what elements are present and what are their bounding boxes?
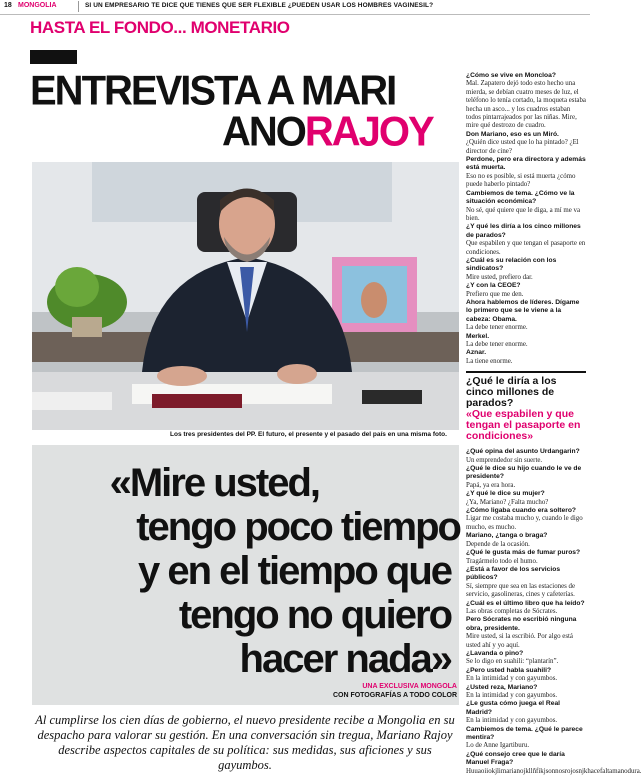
answer: Las obras completas de Sócrates.: [466, 607, 558, 615]
question: Cambiemos de tema. ¿Qué le parece mentira?: [466, 725, 583, 742]
quote-line-4: tengo no quiero: [178, 593, 451, 637]
question: ¿Pero usted habla suahili?: [466, 666, 552, 674]
answer: Ligar me costaba mucho y, cuando le digo mucho, es mucho.: [466, 515, 583, 531]
headline-line-2: [222, 108, 433, 156]
question: ¿Le gusta cómo juega el Real Madrid?: [466, 700, 561, 716]
question: ¿Qué opina del asunto Urdangarin?: [466, 448, 580, 456]
answer: Mire usted, prefiero dar.: [466, 273, 533, 281]
quote-line-5: hacer nada»: [239, 637, 451, 681]
interview-column: [466, 72, 641, 776]
question: ¿Qué consejo cree que le daría Manuel Fraga?: [466, 750, 565, 767]
teaser-text: SI UN EMPRESARIO TE DICE QUE TIENES QUE SER FLEXIBLE ¿PUEDEN USAR LOS HOMBRES VAGINESIL?: [85, 2, 434, 9]
question: Merkel.: [466, 332, 490, 340]
answer: En la intimidad y con gayumbos.: [466, 717, 558, 725]
quote-block: [32, 445, 459, 705]
answer: La debe tener enorme.: [466, 324, 528, 332]
top-strip: [0, 0, 590, 15]
answer: Papá, ya era hora.: [466, 481, 516, 489]
question: Cambiemos de tema. ¿Cómo ve la situación económica?: [466, 189, 575, 206]
question: ¿Cuál es su relación con los sindicatos?: [466, 256, 557, 273]
decor-bar: [30, 50, 77, 64]
interview-photo: [32, 162, 459, 430]
answer: Se lo digo en suahili: “plantarín”.: [466, 658, 559, 666]
quote-line-1: «Mire usted,: [109, 461, 319, 505]
question: ¿Cómo ligaba cuando era soltero?: [466, 507, 576, 515]
answer: Un emprendedor sin suerte.: [466, 456, 543, 464]
photo-illustration: [32, 162, 459, 430]
question: ¿Lavanda o pino?: [466, 649, 524, 657]
question: Aznar.: [466, 349, 487, 357]
page-number: 18: [4, 2, 12, 9]
headline-black-part: ANO: [222, 108, 305, 156]
answer: Mire usted, si la escribió. Por algo está usted ahí y yo aquí.: [466, 633, 573, 649]
answer: Depende de la ocasión.: [466, 540, 530, 548]
quote-line-2: tengo poco tiempo: [136, 505, 460, 549]
exclusive-label: UNA EXCLUSIVA MONGOLA: [362, 683, 457, 690]
question: ¿Está a favor de los servicios públicos?: [466, 565, 561, 582]
headline-pink-part: RAJOY: [304, 108, 433, 156]
intro-paragraph: Al cumplirse los cien días de gobierno, el nuevo presidente recibe a Mongolia en su despacho para valorar su gestión. En una conversación sin tregua, Mariano Rajoy describe aspectos capitales de su política: sus medidas, sus aficiones y sus gayumbos.: [35, 713, 455, 772]
answer: Que espabilen y que tengan el pasaporte en condiciones.: [466, 240, 586, 256]
question: Mariano, ¿tanga o braga?: [466, 532, 548, 540]
question: ¿Y qué les diría a los cinco millones de parados?: [466, 223, 581, 239]
pull-quote-question: ¿Qué le diría a los cinco millones de parados?: [466, 375, 557, 410]
divider: [78, 1, 79, 12]
answer: Prefiero que me den.: [466, 290, 524, 298]
quote-line-3: y en el tiempo que: [138, 549, 451, 593]
question: Ahora hablemos de líderes. Dígame lo primero que se le viene a la cabeza: Obama.: [466, 298, 580, 323]
question: ¿Cuál es el último libro que ha leído?: [466, 599, 585, 607]
answer: ¿Ya, Mariano? ¿Falta mucho?: [466, 498, 549, 506]
answer: Tragármelo todo el humo.: [466, 557, 538, 565]
question: ¿Qué le dice su hijo cuando le ve de presidente?: [466, 465, 582, 481]
answer: Mal. Zapatero dejó todo esto hecho una mierda, se debían cuatro meses de luz, el teléfono lo tenía cortado, la moqueta estaba hecha un asco... y los cuadros estaban todos pintarrajeados por las niñas. Mire, mire qué destrozo de cuadro.: [466, 80, 586, 130]
pull-quote-answer: «Que espabilen y que tengan el pasaporte en condiciones»: [466, 408, 581, 443]
question: ¿Usted reza, Mariano?: [466, 683, 538, 691]
question: Don Mariano, eso es un Miró.: [466, 130, 559, 138]
answer: En la intimidad y con gayumbos.: [466, 675, 558, 683]
question: ¿Qué le gusta más de fumar puros?: [466, 549, 581, 557]
answer: En la intimidad y con gayumbos.: [466, 692, 558, 699]
answer: No sé, qué quiere que le diga, a mí me va bien.: [466, 206, 581, 222]
kicker: HASTA EL FONDO... MONETARIO: [30, 18, 290, 37]
photo-caption: Los tres presidentes del PP. El futuro, el presente y el pasado del país en una misma foto.: [170, 431, 447, 438]
answer: La tiene enorme.: [466, 357, 513, 365]
question: Perdone, pero era directora y además está muerta.: [466, 156, 586, 172]
answer: Sí, siempre que sea en las estaciones de servicio, gasolineras, cines y cafeterías.: [466, 582, 576, 599]
headline-line-1: ENTREVISTA A MARI: [30, 67, 396, 115]
question: ¿Cómo se vive en Moncloa?: [466, 72, 556, 79]
section-label: MONGOLIA: [18, 2, 57, 9]
question: ¿Y qué le dice su mujer?: [466, 490, 545, 498]
answer: Eso no es posible, si está muerta ¿cómo puede haberlo pintado?: [466, 172, 576, 189]
exclusive-sublabel: CON FOTOGRAFÍAS A TODO COLOR: [332, 692, 457, 699]
answer: La debe tener enorme.: [466, 341, 528, 348]
answer: ¿Quién dice usted que lo ha pintado? ¿El director de cine?: [466, 139, 579, 155]
question: Pero Sócrates no escribió ninguna obra, presidente.: [466, 616, 577, 632]
answer: Lo de Anne Igartiburu.: [466, 742, 530, 750]
pull-quote: [466, 371, 586, 442]
answer: Huuaoiiokjlimarianojkllñfikjsonnosrojosnjkhacefaltamanodura.: [466, 767, 641, 775]
question: ¿Y con la CEOE?: [466, 282, 521, 290]
